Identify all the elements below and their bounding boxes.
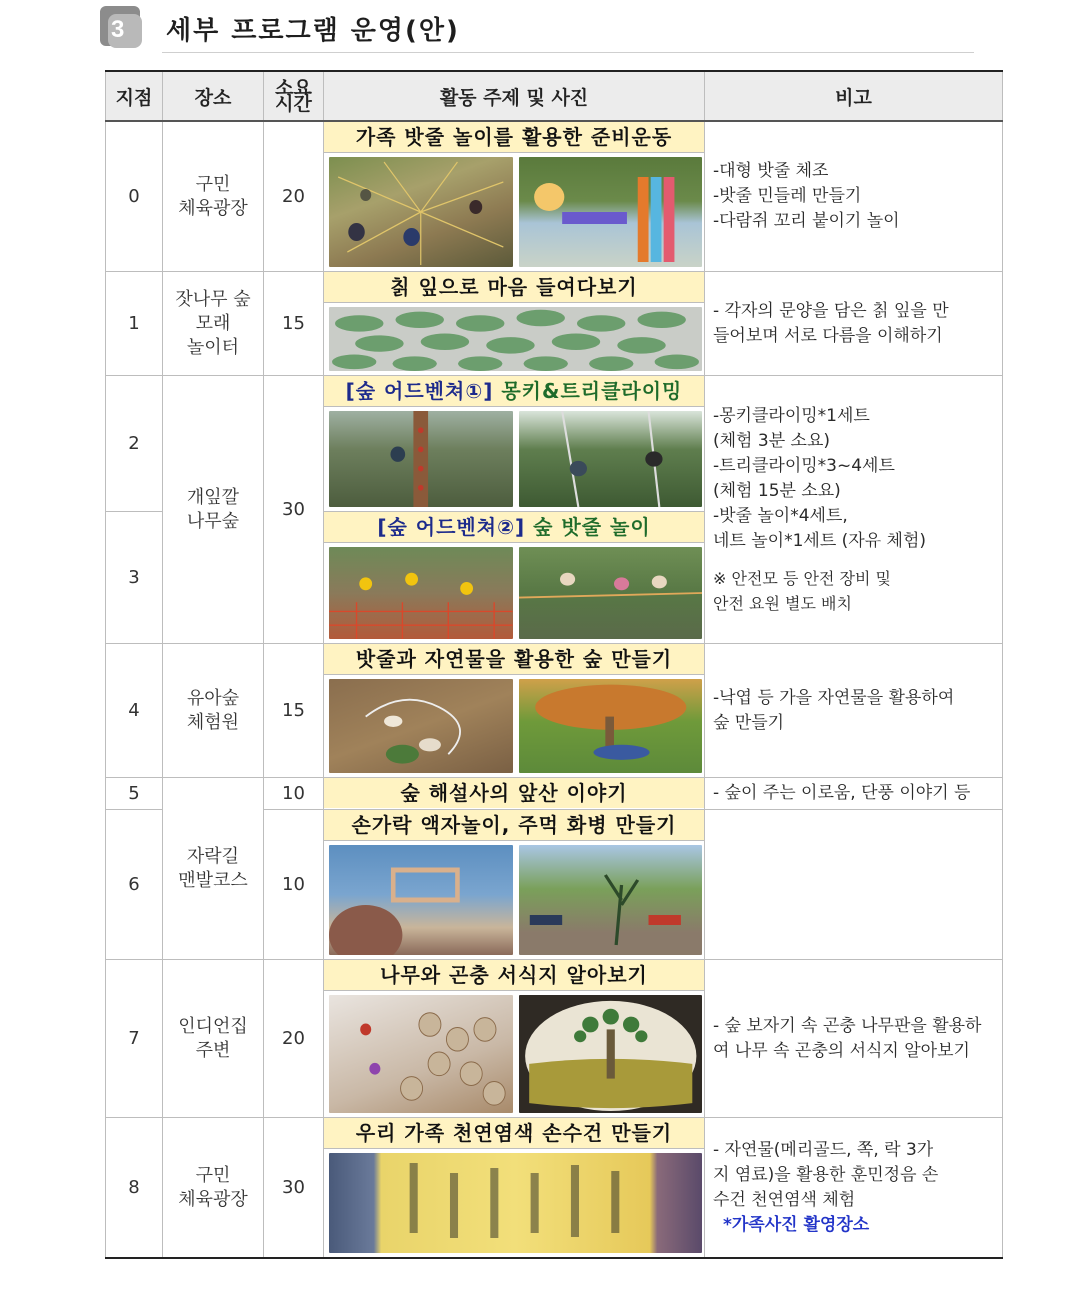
col-header-point: 지점	[106, 71, 163, 121]
time-cell: 20	[264, 121, 324, 272]
notes-cell: -낙엽 등 가을 자연물을 활용하여 숲 만들기	[705, 644, 1003, 778]
table-row	[106, 960, 1003, 1118]
table-row	[106, 272, 1003, 376]
activity-cell	[324, 778, 705, 810]
place-cell: 구민 체육광장	[163, 1118, 264, 1259]
time-cell: 10	[264, 810, 324, 960]
point-cell: 2	[106, 376, 163, 512]
col-header-notes: 비고	[705, 71, 1003, 121]
activity-cell	[324, 810, 705, 960]
place-cell: 인디언집 주변	[163, 960, 264, 1118]
photo-insect-boards	[329, 995, 513, 1113]
notes-cell: -몽키클라이밍*1세트 (체험 3분 소요) -트리클라이밍*3~4세트 (체험 15분 소요) -밧줄 놀이*4세트, 네트 놀이*1세트 (자유 체험) ※ 안전모 등 안전 장비 및 안전 요원 별도 배치	[705, 376, 1003, 644]
activity-cell	[324, 376, 705, 512]
point-cell: 8	[106, 1118, 163, 1259]
activity-title: 나무와 곤충 서식지 알아보기	[324, 960, 704, 991]
activity-title: 밧줄과 자연물을 활용한 숲 만들기	[324, 644, 704, 675]
point-cell: 4	[106, 644, 163, 778]
activity-title: 우리 가족 천연염색 손수건 만들기	[324, 1118, 704, 1149]
notes-cell: - 자연물(메리골드, 쪽, 락 3가 지 염료)을 활용한 훈민정음 손 수건 천연염색 체험 *가족사진 활영장소	[705, 1118, 1003, 1259]
place-cell: 구민 체육광장	[163, 121, 264, 272]
section-number-badge	[100, 6, 148, 50]
place-cell: 잣나무 숲 모래 놀이터	[163, 272, 264, 376]
activity-cell	[324, 512, 705, 644]
header-divider	[162, 52, 974, 53]
photo-rope-circle	[329, 157, 513, 267]
point-cell: 0	[106, 121, 163, 272]
photo-tree-climbing	[329, 411, 513, 507]
table-header-row	[106, 71, 1003, 121]
photo-rope-tail	[519, 157, 703, 267]
activity-cell	[324, 960, 705, 1118]
photo-rope-net	[329, 547, 513, 639]
activity-title: 손가락 액자놀이, 주먹 화병 만들기	[324, 810, 704, 841]
photo-leaf-tree	[519, 679, 703, 773]
place-cell: 개잎깔 나무숲	[163, 376, 264, 644]
time-cell: 15	[264, 644, 324, 778]
section-title: 세부 프로그램 운영(안)	[166, 16, 460, 46]
point-cell: 3	[106, 512, 163, 644]
time-cell: 20	[264, 960, 324, 1118]
col-header-time: 소요 시간	[264, 71, 324, 121]
notes-cell: - 각자의 문양을 담은 칡 잎을 만 들어보며 서로 다름을 이해하기	[705, 272, 1003, 376]
activity-title: [숲 어드벤쳐①] 몽키&트리클라이밍	[324, 376, 704, 407]
col-header-activity: 활동 주제 및 사진	[324, 71, 705, 121]
notes-cell: -대형 밧줄 체조 -밧줄 민들레 만들기 -다람쥐 꼬리 붙이기 놀이	[705, 121, 1003, 272]
time-cell: 15	[264, 272, 324, 376]
section-number: 3	[111, 16, 125, 43]
photo-tree-habitat	[519, 995, 703, 1113]
table-row	[106, 644, 1003, 778]
activity-title: [숲 어드벤쳐②] 숲 밧줄 놀이	[324, 512, 704, 543]
photo-monkey-climbing	[519, 411, 703, 507]
photo-nature-art	[329, 679, 513, 773]
table-row	[106, 121, 1003, 272]
activity-title: 칡 잎으로 마음 들여다보기	[324, 272, 704, 303]
time-cell: 30	[264, 1118, 324, 1259]
point-cell: 1	[106, 272, 163, 376]
highlight-note: *가족사진 활영장소	[723, 1214, 870, 1235]
section-header	[100, 4, 980, 54]
activity-cell	[324, 121, 705, 272]
photo-finger-frame	[329, 845, 513, 955]
photo-fist-vase	[519, 845, 703, 955]
point-cell: 7	[106, 960, 163, 1118]
table-row	[106, 1118, 1003, 1259]
col-header-place: 장소	[163, 71, 264, 121]
notes-cell: - 숲이 주는 이로움, 단풍 이야기 등	[705, 778, 1003, 810]
place-cell: 자락길 맨발코스	[163, 778, 264, 960]
activity-title: 가족 밧줄 놀이를 활용한 준비운동	[324, 122, 704, 153]
photo-rope-walk	[519, 547, 703, 639]
place-cell: 유아숲 체험원	[163, 644, 264, 778]
time-cell: 10	[264, 778, 324, 810]
notes-cell	[705, 810, 1003, 960]
photo-leaves	[329, 307, 702, 371]
photo-dyed-handkerchief	[329, 1153, 702, 1253]
activity-cell	[324, 272, 705, 376]
table-row	[106, 376, 1003, 512]
activity-title: 숲 해설사의 앞산 이야기	[324, 778, 704, 808]
activity-cell	[324, 1118, 705, 1259]
point-cell: 5	[106, 778, 163, 810]
point-cell: 6	[106, 810, 163, 960]
time-cell: 30	[264, 376, 324, 644]
notes-cell: - 숲 보자기 속 곤충 나무판을 활용하 여 나무 속 곤충의 서식지 알아보기	[705, 960, 1003, 1118]
table-row	[106, 778, 1003, 810]
activity-cell	[324, 644, 705, 778]
program-table	[105, 70, 1003, 1259]
